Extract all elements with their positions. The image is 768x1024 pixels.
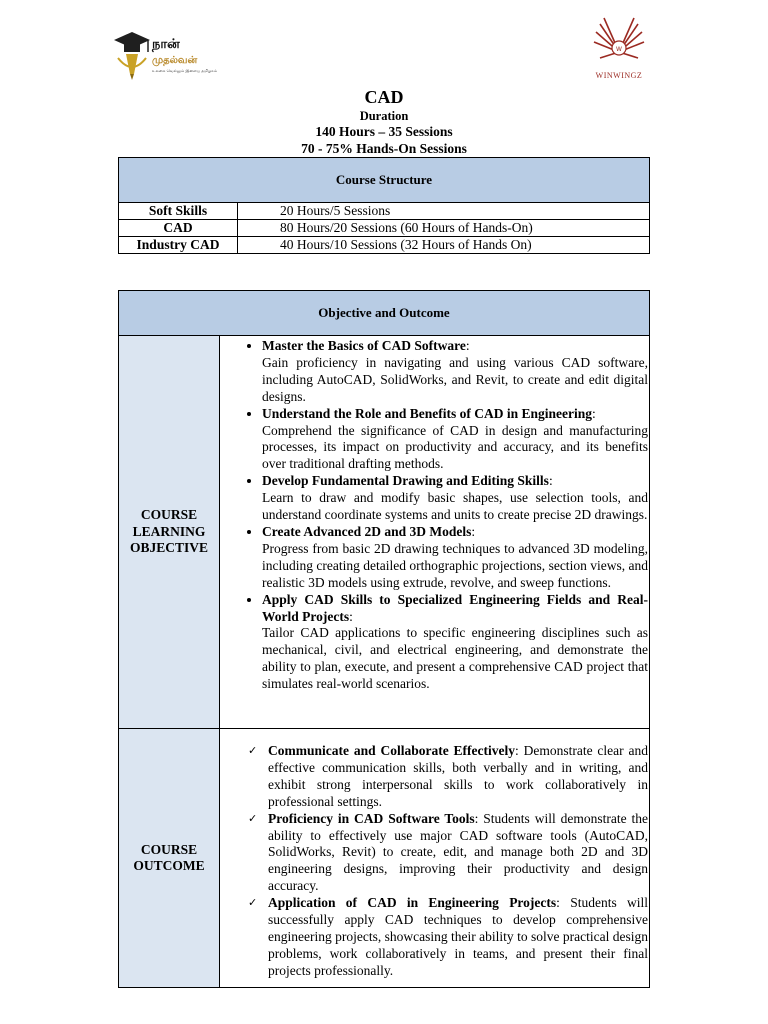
- objective-title: Create Advanced 2D and 3D Models: [262, 523, 472, 539]
- winwingz-logo: [588, 12, 650, 84]
- row-label: Soft Skills: [119, 203, 238, 220]
- outcome-text: : Students will successfully apply CAD techniques to develop comprehensive engineering projects, showcasing their ability to solve practical design problems, work collaboratively in teams, and present their final projects professionally.: [268, 895, 648, 978]
- list-item: • Master the Basics of CAD Software: Gain proficiency in navigating and using various CAD software, including AutoCAD, SolidWorks, and Revit, to create and edit digital designs.: [262, 338, 648, 406]
- outcome-label: COURSE OUTCOME: [119, 729, 220, 988]
- table-row: [119, 237, 650, 254]
- objective-text: Learn to draw and modify basic shapes, use selection tools, and understand coordinate systems and units to create precise 2D drawings.: [262, 490, 648, 523]
- logo-left-tagline: உலகை வெல்லும் இளைய தமிழகம்: [152, 68, 217, 73]
- outcomes-cell: [220, 729, 650, 988]
- naan-mudhalvan-logo: [112, 28, 217, 82]
- list-item: • Develop Fundamental Drawing and Editing Skills: Learn to draw and modify basic shapes, use selection tools, and understand coordinate systems and units to create precise 2D drawings.: [262, 473, 648, 524]
- row-value: 80 Hours/20 Sessions (60 Hours of Hands-On): [238, 220, 650, 237]
- page-title: CAD: [364, 87, 404, 107]
- course-structure-table: [118, 157, 650, 254]
- outcome-title: Application of CAD in Engineering Projects: [268, 895, 557, 911]
- row-value: 20 Hours/5 Sessions: [238, 203, 650, 220]
- duration-hours: 140 Hours – 35 Sessions: [315, 124, 453, 139]
- objective-title: Master the Basics of CAD Software: [262, 338, 466, 353]
- objectives-cell: [220, 336, 650, 729]
- objective-title: Understand the Role and Benefits of CAD in Engineering: [262, 405, 593, 421]
- objective-outcome-table: [118, 290, 650, 988]
- logo-right-text: WINWINGZ: [595, 71, 643, 80]
- checkmark-icon: ✓: [248, 896, 258, 910]
- table-row: [119, 203, 650, 220]
- objective-text: Gain proficiency in navigating and using various CAD software, including AutoCAD, SolidWorks, and Revit, to create and edit digital designs.: [262, 354, 648, 404]
- svg-text:W: W: [616, 46, 622, 53]
- table-row: [119, 220, 650, 237]
- row-label: CAD: [119, 220, 238, 237]
- duration-label: Duration: [359, 109, 409, 123]
- list-item: [248, 810, 649, 896]
- list-item: [248, 895, 648, 980]
- objective-label: COURSE LEARNING OBJECTIVE: [119, 336, 220, 729]
- outcome-title: Communicate and Collaborate Effectively: [268, 743, 515, 758]
- logo-left-line1: நான்: [152, 37, 180, 52]
- list-item: • Create Advanced 2D and 3D Models: Progress from basic 2D drawing techniques to advanced 3D modeling, including creating detailed orthographic projections, section views, and realistic 3D models using extrude, revolve, and sweep functions.: [262, 524, 648, 592]
- checkmark-icon: ✓: [248, 811, 258, 825]
- row-value: 40 Hours/10 Sessions (32 Hours of Hands On): [238, 237, 650, 254]
- objective-outcome-heading: Objective and Outcome: [119, 291, 650, 336]
- hands-on-percent: 70 - 75% Hands-On Sessions: [301, 141, 467, 156]
- objective-title: Develop Fundamental Drawing and Editing Skills: [262, 473, 549, 489]
- objective-text: Tailor CAD applications to specific engineering disciplines such as mechanical, civil, and electrical engineering, and demonstrate the ability to plan, execute, and present a comprehensive CAD project that simulates real-world scenarios.: [262, 625, 648, 692]
- objective-title: Apply CAD Skills to Specialized Engineering Fields and Real-World Projects: [262, 591, 648, 624]
- objective-text: Comprehend the significance of CAD in design and manufacturing processes, its impact on productivity and accuracy, and its benefits over traditional drafting methods.: [262, 422, 648, 472]
- objective-text: Progress from basic 2D drawing techniques to advanced 3D modeling, including creating detailed orthographic projections, section views, and realistic 3D models using extrude, revolve, and sweep functions.: [262, 540, 648, 590]
- checkmark-icon: ✓: [248, 744, 258, 757]
- logo-left-line2: முதல்வன்: [152, 55, 198, 66]
- list-item: • Understand the Role and Benefits of CAD in Engineering: Comprehend the significance of CAD in design and manufacturing processes, its impact on productivity and accuracy, and its benefits over traditional drafting methods.: [262, 406, 648, 474]
- outcome-text: : Demonstrate clear and effective communication skills, both verbally and in writing, and exhibit strong interpersonal skills to work collaboratively in professional settings.: [268, 743, 648, 809]
- list-item: • Apply CAD Skills to Specialized Engineering Fields and Real-World Projects: Tailor CAD applications to specific engineering disciplines such as mechanical, civil, and electrical engineering, and demonstrate the ability to plan, execute, and present a comprehensive CAD project that simulates real-world scenarios.: [262, 592, 648, 693]
- outcome-text: : Students will demonstrate the ability to effectively use major CAD software tools (AutoCAD, SolidWorks, Revit) to create, edit, and manage both 2D and 3D engineering designs, improving their productivity and design accuracy.: [268, 810, 649, 894]
- course-structure-heading: Course Structure: [119, 158, 650, 203]
- row-label: Industry CAD: [119, 237, 238, 254]
- outcome-title: Proficiency in CAD Software Tools: [268, 810, 475, 826]
- list-item: [248, 743, 648, 811]
